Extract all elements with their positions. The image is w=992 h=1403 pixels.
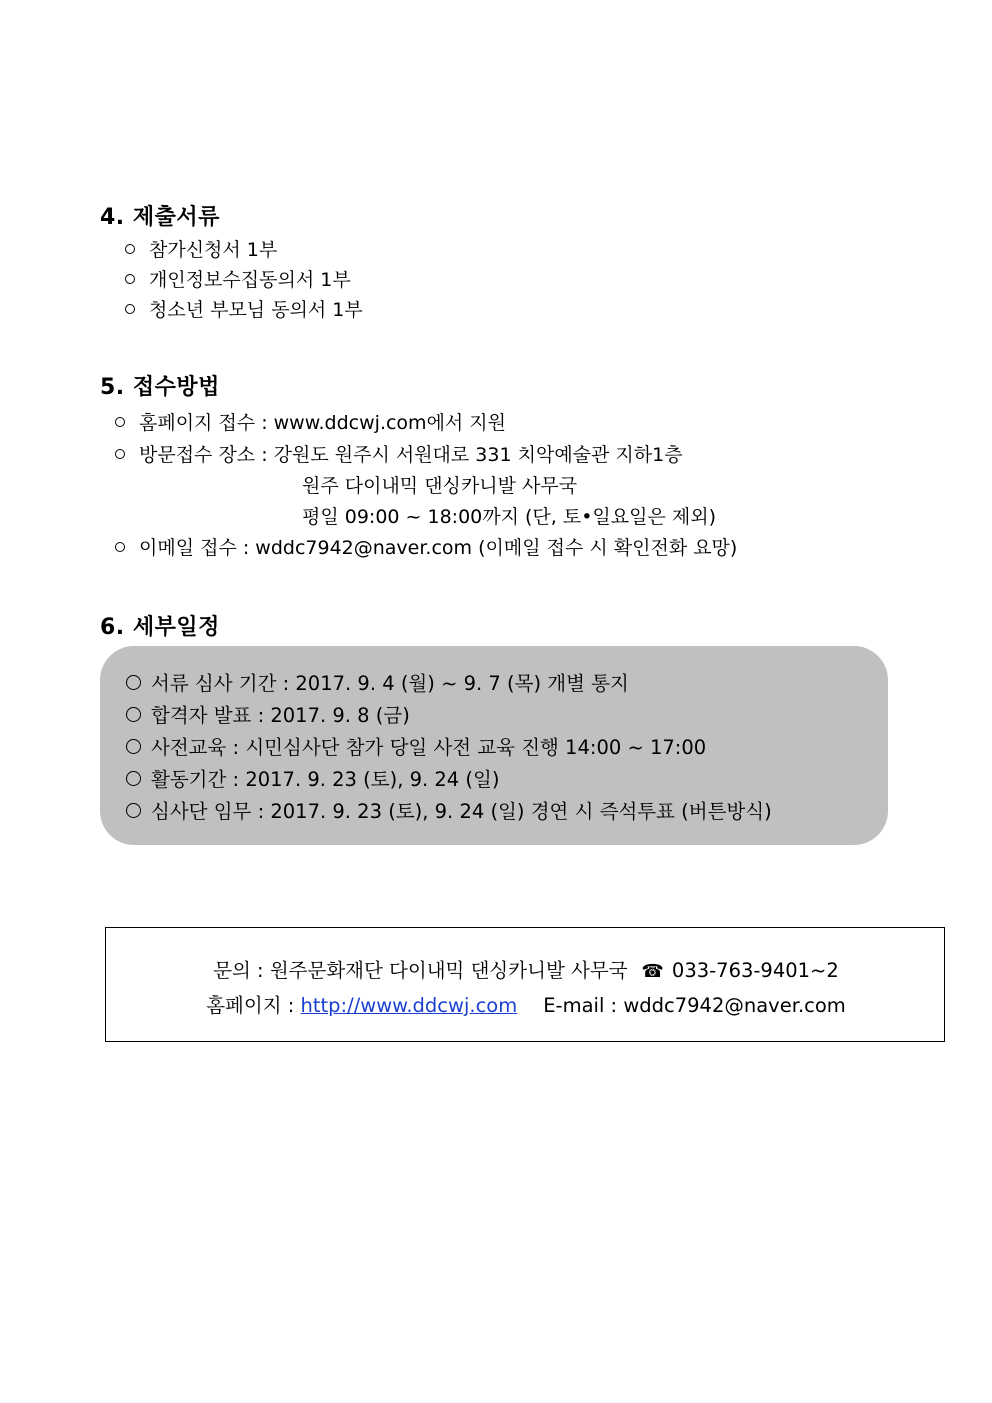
circle-bullet-icon	[126, 675, 141, 690]
homepage-label: 홈페이지 :	[206, 994, 301, 1017]
contact-inquiry-line	[106, 955, 946, 983]
telephone-icon: ☎	[641, 961, 664, 982]
schedule-item: 합격자 발표 : 2017. 9. 8 (금)	[126, 700, 410, 728]
circle-bullet-icon	[125, 274, 135, 284]
list-item: 청소년 부모님 동의서 1부	[125, 295, 363, 322]
inquiry-label: 문의 : 원주문화재단 다이내믹 댄싱카니발 사무국	[213, 959, 628, 982]
circle-bullet-icon	[126, 803, 141, 818]
circle-bullet-icon	[115, 542, 125, 552]
contact-box	[105, 927, 945, 1042]
circle-bullet-icon	[115, 417, 125, 427]
circle-bullet-icon	[126, 739, 141, 754]
address-continuation: 원주 다이내믹 댄싱카니발 사무국	[302, 475, 578, 497]
list-item: 방문접수 장소 : 강원도 원주시 서원대로 331 치악예술관 지하1층	[115, 440, 683, 467]
circle-bullet-icon	[126, 771, 141, 786]
section-heading-documents: 4. 제출서류	[100, 205, 220, 230]
hours-note: 평일 09:00 ~ 18:00까지 (단, 토•일요일은 제외)	[302, 506, 716, 528]
circle-bullet-icon	[125, 244, 135, 254]
list-item: 홈페이지 접수 : www.ddcwj.com에서 지원	[115, 408, 506, 435]
circle-bullet-icon	[115, 449, 125, 459]
section-heading-submission: 5. 접수방법	[100, 375, 220, 400]
schedule-item: 서류 심사 기간 : 2017. 9. 4 (월) ~ 9. 7 (목) 개별 통지	[126, 668, 629, 696]
list-item: 개인정보수집동의서 1부	[125, 265, 351, 292]
schedule-item: 심사단 임무 : 2017. 9. 23 (토), 9. 24 (일) 경연 시 즉석투표 (버튼방식)	[126, 796, 772, 824]
list-item: 이메일 접수 : wddc7942@naver.com (이메일 접수 시 확인전화 요망)	[115, 533, 737, 560]
circle-bullet-icon	[125, 304, 135, 314]
circle-bullet-icon	[126, 707, 141, 722]
section-heading-schedule: 6. 세부일정	[100, 615, 220, 640]
phone-number: 033-763-9401~2	[671, 959, 839, 982]
email-label: E-mail : wddc7942@naver.com	[543, 994, 846, 1017]
contact-web-line	[106, 990, 946, 1018]
list-item: 참가신청서 1부	[125, 235, 277, 262]
homepage-link[interactable]: http://www.ddcwj.com	[300, 994, 518, 1017]
schedule-item: 사전교육 : 시민심사단 참가 당일 사전 교육 진행 14:00 ~ 17:00	[126, 732, 706, 760]
schedule-item: 활동기간 : 2017. 9. 23 (토), 9. 24 (일)	[126, 764, 499, 792]
